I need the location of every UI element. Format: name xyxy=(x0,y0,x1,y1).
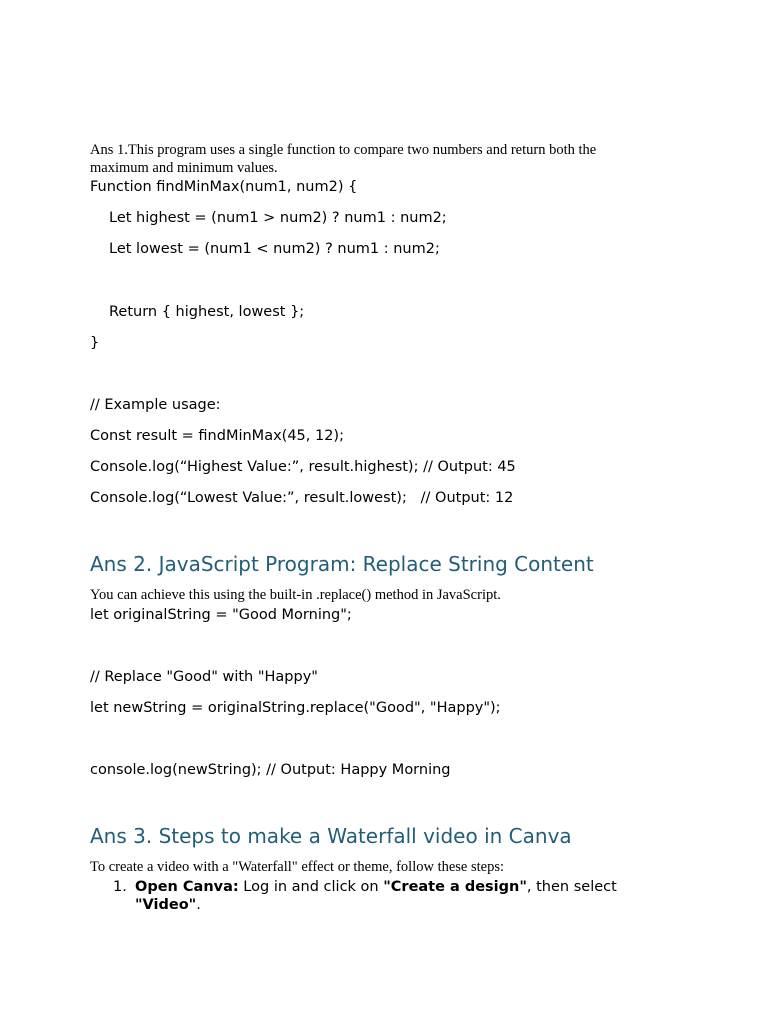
section-heading: Ans 3. Steps to make a Waterfall video in Canva xyxy=(90,824,572,848)
step-text: , then select xyxy=(526,879,617,895)
list-number: 1. xyxy=(113,879,127,895)
step-emphasis: "Create a design" xyxy=(383,879,527,895)
code-line: } xyxy=(90,335,100,351)
list-item-text xyxy=(135,878,655,914)
step-emphasis: "Video" xyxy=(135,897,197,913)
code-line: console.log(newString); // Output: Happy Morning xyxy=(90,762,451,778)
code-line: Console.log(“Lowest Value:”, result.lowest); // Output: 12 xyxy=(90,490,514,506)
step-text: Log in and click on xyxy=(238,879,384,895)
code-comment: // Example usage: xyxy=(90,397,221,413)
ans2-intro: You can achieve this using the built-in .replace() method in JavaScript. xyxy=(90,587,501,603)
ans3-intro: To create a video with a "Waterfall" effect or theme, follow these steps: xyxy=(90,859,505,875)
code-line: Function findMinMax(num1, num2) { xyxy=(90,179,358,195)
code-line: let newString = originalString.replace("Good", "Happy"); xyxy=(90,700,501,716)
code-comment: // Replace "Good" with "Happy" xyxy=(90,669,318,685)
code-line: Return { highest, lowest }; xyxy=(109,304,305,320)
code-line: Const result = findMinMax(45, 12); xyxy=(90,428,344,444)
ans1-intro: Ans 1.This program uses a single function to compare two numbers and return both the maximum and minimum values. xyxy=(90,142,597,176)
section-heading: Ans 2. JavaScript Program: Replace String Content xyxy=(90,552,594,576)
step-title: Open Canva: xyxy=(135,879,239,895)
code-line: Console.log(“Highest Value:”, result.highest); // Output: 45 xyxy=(90,459,516,475)
code-line: Let lowest = (num1 < num2) ? num1 : num2; xyxy=(109,241,440,257)
code-line: Let highest = (num1 > num2) ? num1 : num2; xyxy=(109,210,447,226)
step-text: . xyxy=(196,897,201,913)
code-line: let originalString = "Good Morning"; xyxy=(90,607,352,623)
